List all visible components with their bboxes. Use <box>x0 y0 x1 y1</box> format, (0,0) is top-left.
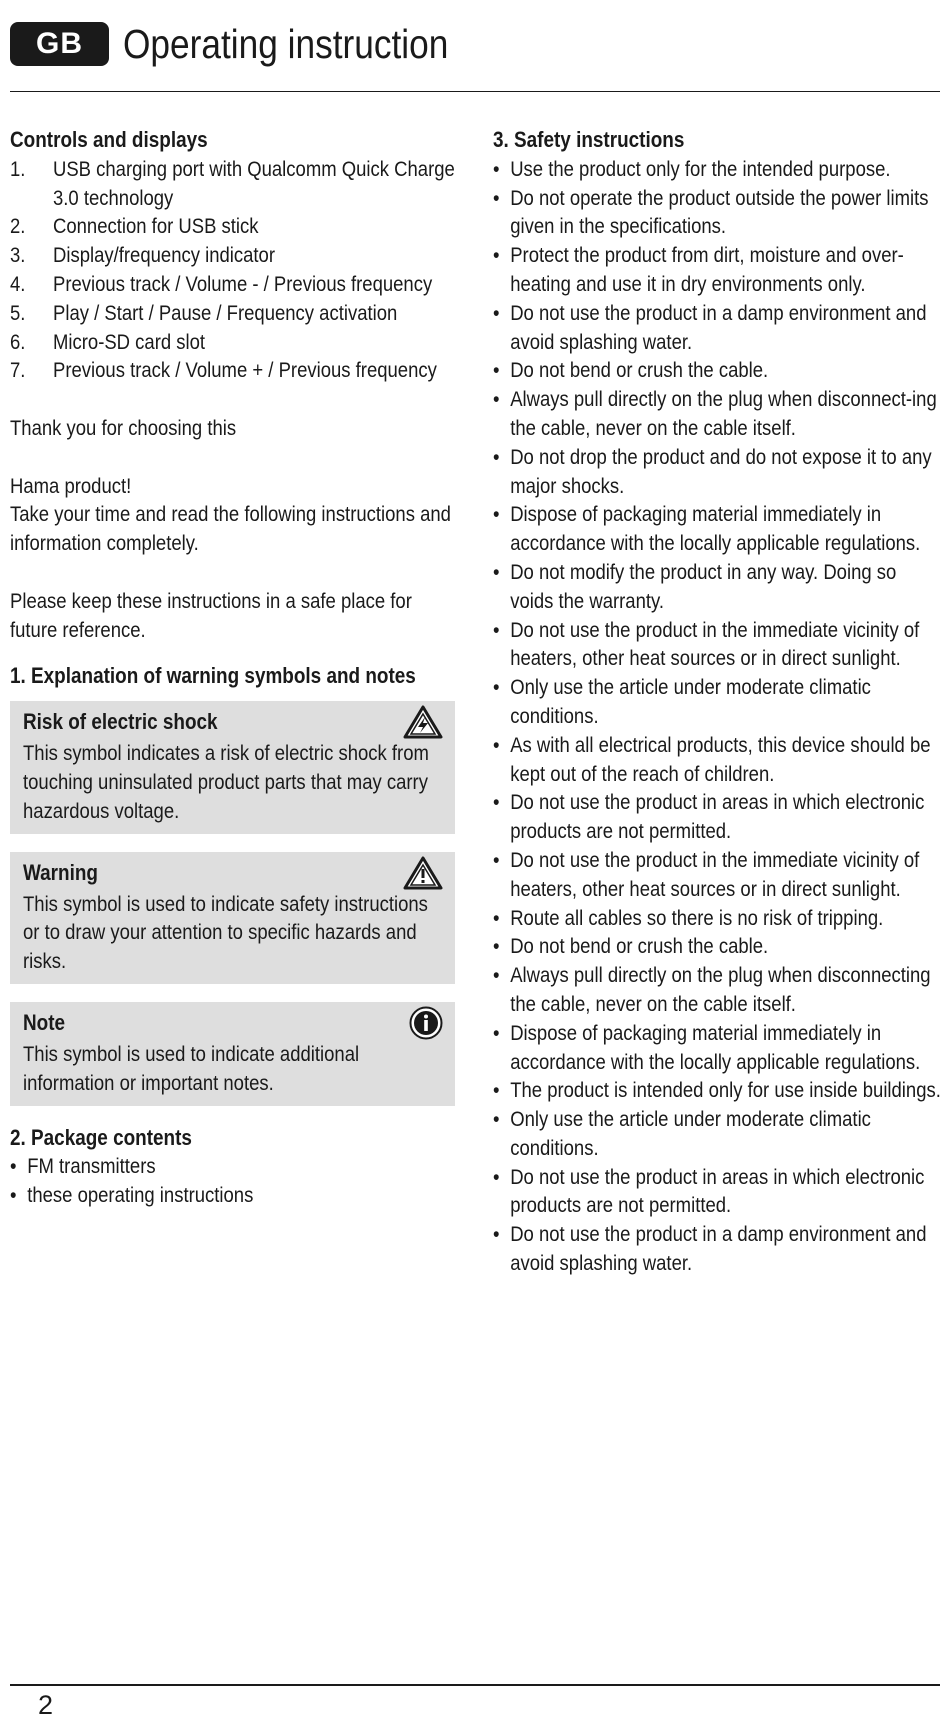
controls-heading: Controls and displays <box>10 127 208 152</box>
list-item: • Always pull directly on the plug when disconnect-ing the cable, never on the cable itself. <box>493 385 943 443</box>
list-item: • Do not use the product in areas in which electronic products are not permitted. <box>493 1163 943 1221</box>
list-item: • Do not drop the product and do not expose it to any major shocks. <box>493 443 943 501</box>
controls-list <box>10 155 457 385</box>
notice-text: This symbol is used to indicate additional information or important notes. <box>23 1041 360 1095</box>
list-item: 7. Previous track / Volume + / Previous frequency <box>10 358 437 383</box>
notice-title: Warning <box>23 859 98 885</box>
list-item: • Always pull directly on the plug when disconnecting the cable, never on the cable itself. <box>493 961 943 1019</box>
intro-product: Hama product! <box>10 473 132 498</box>
list-item: • these operating instructions <box>10 1181 457 1210</box>
notice-title: Risk of electric shock <box>23 709 218 735</box>
footer-divider <box>10 1684 940 1686</box>
intro-keep: Please keep these instructions in a safe place for future reference. <box>10 588 412 642</box>
list-item: • Do not use the product in a damp environment and avoid splashing water. <box>493 1220 943 1278</box>
list-item: • Only use the article under moderate climatic conditions. <box>493 673 943 731</box>
list-item: • The product is intended only for use inside buildings. <box>493 1076 943 1105</box>
package-contents-list <box>10 1152 457 1210</box>
notice-text: This symbol is used to indicate safety instructions or to draw your attention to specific hazards and risks. <box>23 891 428 974</box>
intro-thanks: Thank you for choosing this <box>10 415 237 440</box>
notice-title: Note <box>23 1009 66 1035</box>
list-item: • FM transmitters <box>10 1152 457 1181</box>
list-item: • Do not use the product in a damp environment and avoid splashing water. <box>493 299 943 357</box>
left-column <box>10 126 457 1210</box>
list-item: • Do not use the product in areas in which electronic products are not permitted. <box>493 788 943 846</box>
notice-electric-shock <box>10 701 455 833</box>
list-item: • Do not operate the product outside the power limits given in the specifications. <box>493 184 943 242</box>
page-title: Operating instruction <box>123 20 449 67</box>
list-item: • Do not modify the product in any way. Doing so voids the warranty. <box>493 558 943 616</box>
list-item: 5. Play / Start / Pause / Frequency activation <box>10 300 398 325</box>
list-item: 6. Micro-SD card slot <box>10 329 206 354</box>
info-icon <box>409 1006 443 1048</box>
list-item: 1. USB charging port with Qualcomm Quick Charge 3.0 technology <box>10 156 455 210</box>
warning-triangle-icon <box>403 856 443 898</box>
header-divider <box>10 91 940 92</box>
intro-read: Take your time and read the following instructions and information completely. <box>10 502 451 556</box>
notice-warning <box>10 852 455 984</box>
list-item: • Only use the article under moderate climatic conditions. <box>493 1105 943 1163</box>
list-item: • Route all cables so there is no risk of tripping. <box>493 904 943 933</box>
right-column <box>493 126 943 1278</box>
list-item: 4. Previous track / Volume - / Previous frequency <box>10 271 433 296</box>
list-item: • As with all electrical products, this device should be kept out of the reach of children. <box>493 731 943 789</box>
list-item: 3. Display/frequency indicator <box>10 243 276 268</box>
list-item: • Do not bend or crush the cable. <box>493 932 943 961</box>
list-item: • Do not bend or crush the cable. <box>493 356 943 385</box>
list-item: • Do not use the product in the immediate vicinity of heaters, other heat sources or in direct sunlight. <box>493 846 943 904</box>
list-item: • Do not use the product in the immediate vicinity of heaters, other heat sources or in direct sunlight. <box>493 616 943 674</box>
section2-heading: 2. Package contents <box>10 1124 192 1150</box>
page-number: 2 <box>38 1690 54 1720</box>
list-item: • Dispose of packaging material immediately in accordance with the locally applicable regulations. <box>493 1019 943 1077</box>
notice-note <box>10 1002 455 1106</box>
section3-heading: 3. Safety instructions <box>493 127 685 152</box>
electric-shock-warning-icon <box>403 705 443 747</box>
list-item: 2. Connection for USB stick <box>10 214 259 239</box>
language-badge: GB <box>10 22 109 66</box>
section1-heading: 1. Explanation of warning symbols and notes <box>10 663 416 689</box>
page-header <box>10 14 501 74</box>
list-item: • Protect the product from dirt, moisture and over-heating and use it in dry environments only. <box>493 241 943 299</box>
list-item: • Use the product only for the intended purpose. <box>493 155 943 184</box>
list-item: • Dispose of packaging material immediately in accordance with the locally applicable regulations. <box>493 500 943 558</box>
safety-instructions-list <box>493 155 943 1278</box>
notice-text: This symbol indicates a risk of electric shock from touching uninsulated product parts that may carry hazardous voltage. <box>23 741 429 823</box>
